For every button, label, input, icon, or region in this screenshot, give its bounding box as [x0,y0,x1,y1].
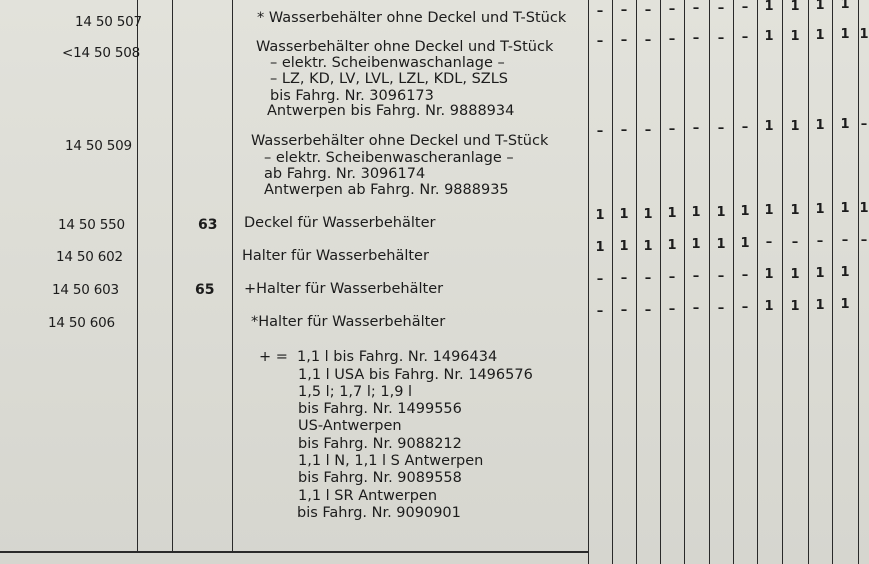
quantity-cell: 1 [840,265,850,280]
quantity-cell: – [692,31,700,46]
footnote-line: bis Fahrg. Nr. 9088212 [298,436,462,452]
quantity-cell: 1 [764,267,774,282]
quantity-cell: 1 [691,237,701,252]
quantity-cell: – [668,32,676,47]
part-number: 14 50 509 [65,138,132,154]
quantity-cell: 1 [764,203,774,218]
description-line: Antwerpen ab Fahrg. Nr. 9888935 [264,182,509,198]
quantity-cell: – [741,120,749,135]
quantity-cell: – [668,2,676,17]
column-rule [782,0,783,564]
part-number: <14 50 508 [62,45,141,61]
quantity-cell: – [644,123,652,138]
footnote-line: 1,1 l N, 1,1 l S Antwerpen [298,453,484,469]
quantity-cell: – [668,302,676,317]
quantity-cell: 1 [643,239,653,254]
footnote-marker: + = [259,349,288,365]
column-rule [232,0,233,552]
description-line: ab Fahrg. Nr. 3096174 [264,166,426,182]
footnote-line: 1,1 l SR Antwerpen [298,488,438,504]
quantity-cell: – [741,30,749,45]
part-number: 14 50 602 [56,249,123,265]
footnote-line: US-Antwerpen [298,418,402,434]
description-line: – elektr. Scheibenwaschanlage – [270,55,505,71]
description-line: Wasserbehälter ohne Deckel und T-Stück [256,39,554,55]
quantity-cell: – [717,301,725,316]
description-line: Antwerpen bis Fahrg. Nr. 9888934 [267,103,515,119]
quantity-cell: – [717,1,725,16]
footnote-line: bis Fahrg. Nr. 1499556 [298,401,462,417]
quantity-cell: – [668,270,676,285]
description-line: * Wasserbehälter ohne Deckel und T-Stück [257,10,567,26]
quantity-cell: – [765,235,773,250]
quantity-cell: – [668,122,676,137]
quantity-cell: – [692,121,700,136]
quantity-cell: – [841,233,849,248]
quantity-cell: – [860,117,868,132]
quantity-cell: – [620,123,628,138]
column-rule [137,0,138,552]
column-rule [172,0,173,552]
part-number: 14 50 507 [75,14,142,30]
quantity-cell: 1 [595,240,605,255]
quantity-cell: 1 [815,118,825,133]
quantity-cell: – [596,304,604,319]
quantity-cell: – [644,33,652,48]
quantity-cell: 1 [764,119,774,134]
quantity-cell: 1 [619,239,629,254]
quantity-cell: 1 [840,117,850,132]
quantity-cell: – [596,4,604,19]
quantity-cell: – [717,269,725,284]
footnote-line: 1,1 l bis Fahrg. Nr. 1496434 [297,349,498,365]
quantity-cell: – [620,271,628,286]
quantity-cell: 1 [815,298,825,313]
quantity-cell: 1 [716,237,726,252]
quantity-cell: – [620,33,628,48]
part-number: 14 50 550 [58,217,125,233]
quantity-cell: 1 [790,267,800,282]
quantity-cell: 1 [595,208,605,223]
quantity-cell: 1 [667,238,677,253]
quantity-cell: – [692,269,700,284]
part-number: 14 50 603 [52,282,119,298]
quantity-cell: – [692,301,700,316]
column-rule [832,0,833,564]
quantity-cell: – [596,124,604,139]
quantity-cell: 1 [815,266,825,281]
footnote-line: 1,1 l USA bis Fahrg. Nr. 1496576 [298,367,533,383]
description-line: Deckel für Wasserbehälter [244,215,436,231]
quantity-cell: – [644,303,652,318]
quantity-cell: 1 [790,299,800,314]
column-rule [808,0,809,564]
quantity-cell: – [816,234,824,249]
quantity-cell: 1 [859,201,869,216]
quantity-cell: 1 [643,207,653,222]
column-rule [858,0,859,564]
quantity-cell: 1 [790,203,800,218]
quantity-cell: 1 [859,27,869,42]
quantity-cell: – [791,235,799,250]
quantity-cell: – [620,303,628,318]
quantity-cell: 1 [764,299,774,314]
bottom-rule [0,551,588,553]
quantity-cell: – [644,271,652,286]
quantity-cell: 1 [840,27,850,42]
description-line: – elektr. Scheibenwascheranlage – [264,150,514,166]
quantity-cell: 1 [790,0,800,14]
quantity-cell: – [620,3,628,18]
quantity-cell: 1 [764,0,774,14]
quantity-cell: 1 [740,204,750,219]
quantity-cell: 1 [815,202,825,217]
quantity-cell: – [741,268,749,283]
quantity-cell: 1 [790,119,800,134]
position-number: 63 [198,217,218,233]
quantity-cell: 1 [840,297,850,312]
quantity-cell: 1 [764,29,774,44]
quantity-cell: 1 [790,29,800,44]
quantity-cell: – [741,300,749,315]
description-line: *Halter für Wasserbehälter [251,314,446,330]
description-line: Wasserbehälter ohne Deckel und T-Stück [251,133,549,149]
column-rule [757,0,758,564]
quantity-cell: – [644,3,652,18]
quantity-cell: 1 [840,0,850,12]
footnote-line: bis Fahrg. Nr. 9090901 [297,505,461,521]
quantity-cell: – [596,272,604,287]
quantity-cell: 1 [716,205,726,220]
quantity-cell: – [860,233,868,248]
quantity-cell: – [596,34,604,49]
quantity-cell: – [692,1,700,16]
description-line: – LZ, KD, LV, LVL, LZL, KDL, SZLS [270,71,509,87]
quantity-cell: 1 [815,0,825,13]
description-line: +Halter für Wasserbehälter [244,281,444,297]
quantity-cell: 1 [667,206,677,221]
quantity-cell: 1 [691,205,701,220]
quantity-cell: 1 [740,236,750,251]
footnote-line: bis Fahrg. Nr. 9089558 [298,470,462,486]
description-line: Halter für Wasserbehälter [242,248,429,264]
quantity-cell: 1 [840,201,850,216]
part-number: 14 50 606 [48,315,115,331]
quantity-cell: – [741,0,749,15]
description-line: bis Fahrg. Nr. 3096173 [270,88,434,104]
quantity-cell: 1 [815,28,825,43]
position-number: 65 [195,282,215,298]
quantity-cell: – [717,121,725,136]
quantity-cell: 1 [619,207,629,222]
quantity-cell: – [717,31,725,46]
footnote-line: 1,5 l; 1,7 l; 1,9 l [298,384,413,400]
